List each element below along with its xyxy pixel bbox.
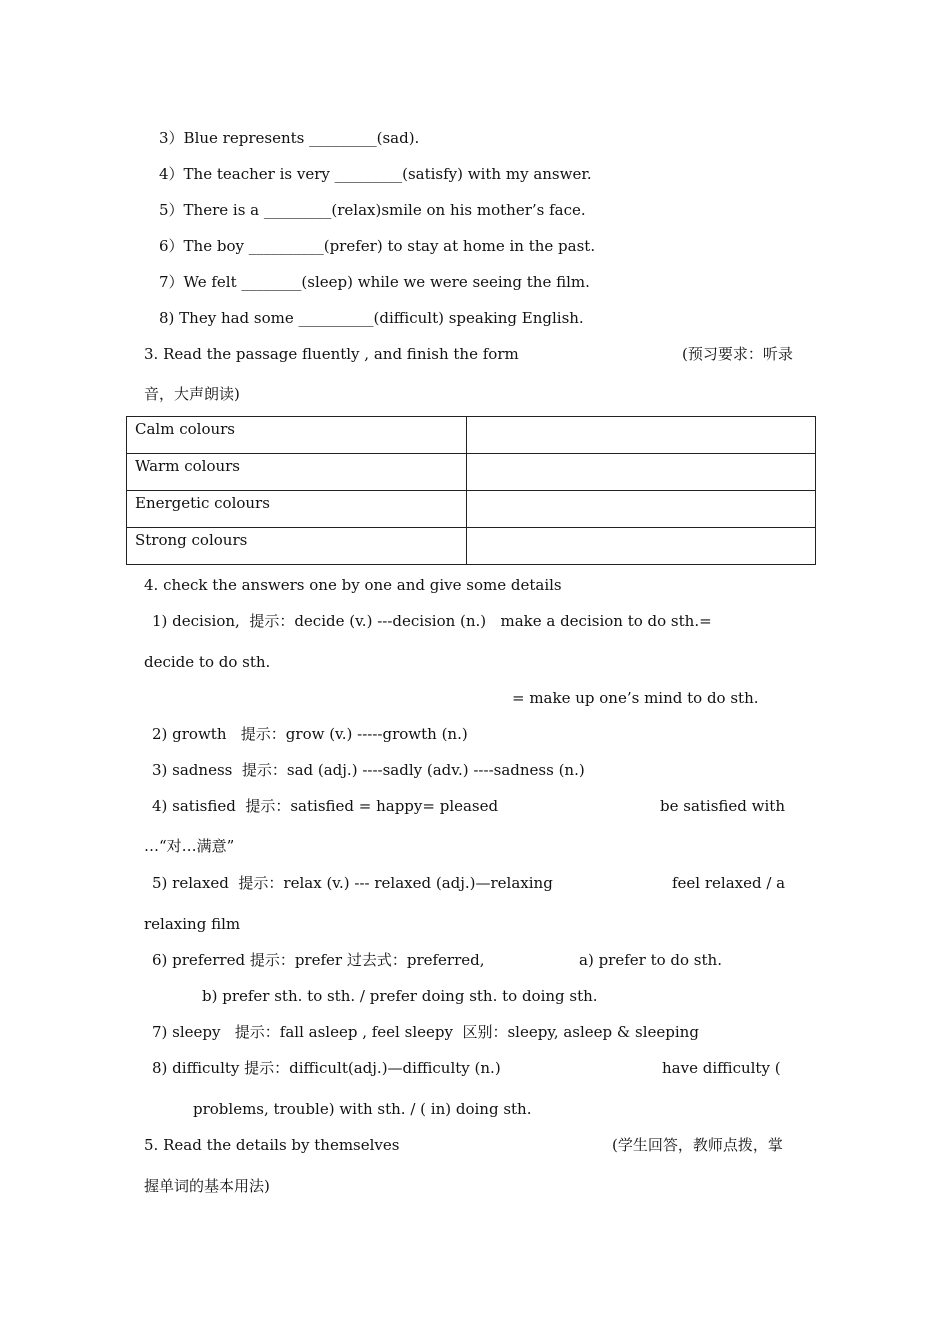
table-row xyxy=(127,454,816,491)
exercise-4: 4）The teacher is very _________(satisfy) with my answer. xyxy=(159,165,592,183)
exercise-6: 6）The boy __________(prefer) to stay at home in the past. xyxy=(159,237,596,255)
section-4-heading: 4. check the answers one by one and give some details xyxy=(144,576,562,594)
answer-cell xyxy=(467,417,816,454)
detail-4: 4) satisfied 提示：satisfied = happy= pleased xyxy=(152,797,499,815)
detail-1-cont-2: = make up one’s mind to do sth. xyxy=(512,689,759,707)
table-row xyxy=(127,528,816,565)
detail-8-cont: problems, trouble) with sth. / ( in) doing sth. xyxy=(193,1100,532,1118)
detail-6-right: a) prefer to do sth. xyxy=(579,951,722,969)
section-5-heading: 5. Read the details by themselves xyxy=(144,1136,400,1154)
section-3-note-continued: 音，大声朗读) xyxy=(144,385,240,403)
detail-6: 6) preferred 提示：prefer 过去式：preferred, xyxy=(152,951,485,969)
exercise-3: 3）Blue represents _________(sad). xyxy=(159,129,420,147)
exercise-5: 5）There is a _________(relax)smile on his mother’s face. xyxy=(159,201,586,219)
answer-cell xyxy=(467,454,816,491)
table-row xyxy=(127,417,816,454)
section-3-heading: 3. Read the passage fluently , and finish the form xyxy=(144,345,519,363)
colour-form-table xyxy=(126,416,816,565)
detail-5-cont: relaxing film xyxy=(144,915,241,933)
detail-8: 8) difficulty 提示：difficult(adj.)—difficulty (n.) xyxy=(152,1059,501,1077)
detail-5-right: feel relaxed / a xyxy=(672,874,786,892)
detail-6-cont: b) prefer sth. to sth. / prefer doing sth. to doing sth. xyxy=(202,987,598,1005)
answer-cell xyxy=(467,528,816,565)
answer-cell xyxy=(467,491,816,528)
detail-5: 5) relaxed 提示：relax (v.) --- relaxed (adj.)—relaxing xyxy=(152,874,553,892)
detail-4-cont: …“对…满意” xyxy=(144,837,235,855)
section-3-note: (预习要求：听录 xyxy=(682,345,793,363)
row-label: Energetic colours xyxy=(127,491,467,528)
exercise-7: 7）We felt ________(sleep) while we were seeing the film. xyxy=(159,273,590,291)
section-5-note: (学生回答，教师点拨，掌 xyxy=(612,1136,783,1154)
detail-2: 2) growth 提示：grow (v.) -----growth (n.) xyxy=(152,725,468,743)
row-label: Calm colours xyxy=(127,417,467,454)
detail-7: 7) sleepy 提示：fall asleep , feel sleepy 区别：sleepy, asleep & sleeping xyxy=(152,1023,699,1041)
row-label: Strong colours xyxy=(127,528,467,565)
table-row xyxy=(127,491,816,528)
exercise-8: 8) They had some __________(difficult) speaking English. xyxy=(159,309,584,327)
detail-8-right: have difficulty ( xyxy=(662,1059,781,1077)
row-label: Warm colours xyxy=(127,454,467,491)
detail-1-cont: decide to do sth. xyxy=(144,653,271,671)
detail-1: 1) decision, 提示：decide (v.) ---decision (n.) make a decision to do sth.= xyxy=(152,612,712,630)
detail-4-right: be satisfied with xyxy=(660,797,785,815)
detail-3: 3) sadness 提示：sad (adj.) ----sadly (adv.) ----sadness (n.) xyxy=(152,761,585,779)
section-5-note-continued: 握单词的基本用法) xyxy=(144,1177,270,1195)
